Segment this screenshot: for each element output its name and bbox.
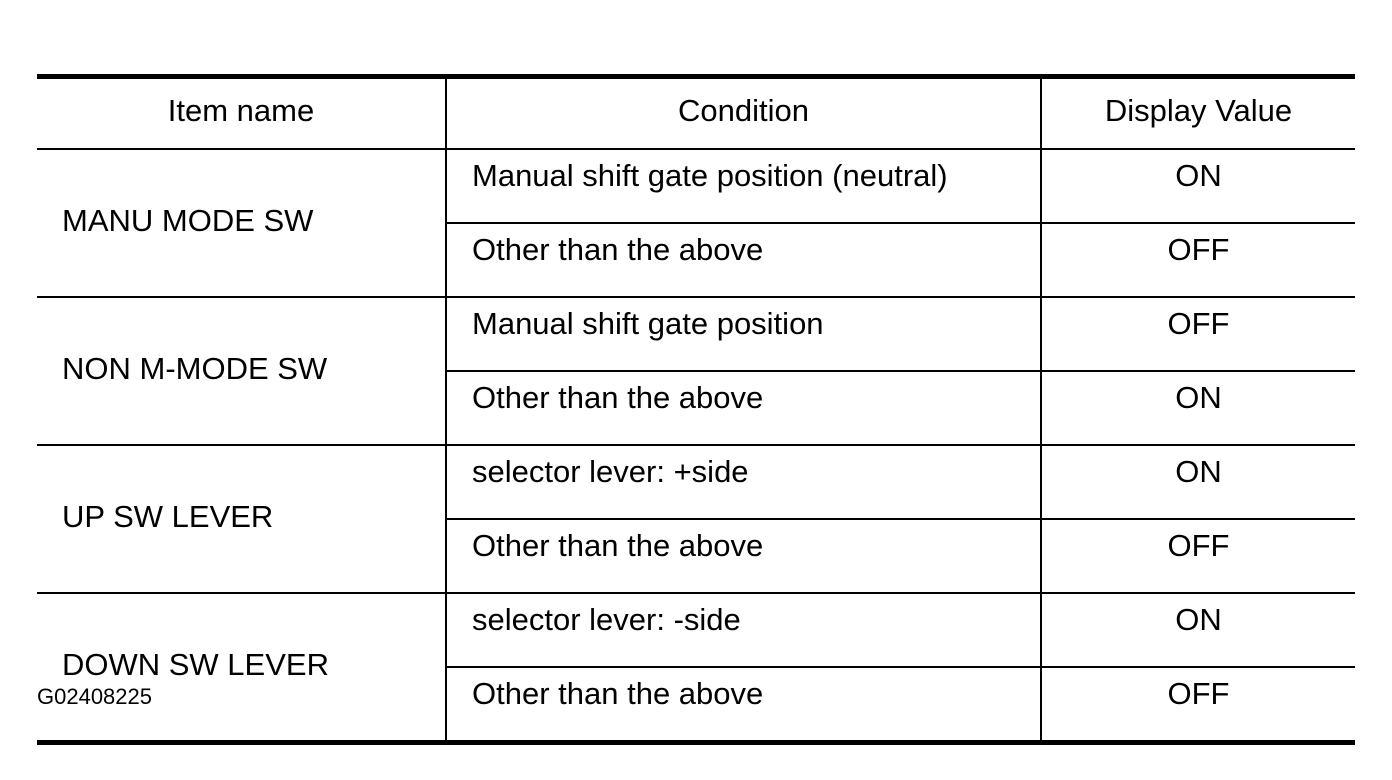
condition-cell: Other than the above xyxy=(446,223,1041,297)
display-value-cell: ON xyxy=(1041,371,1355,445)
column-header-item-name: Item name xyxy=(37,77,446,150)
display-value-cell: ON xyxy=(1041,593,1355,667)
data-table xyxy=(37,74,1355,745)
data-table-container xyxy=(37,74,1355,745)
condition-cell: Manual shift gate position xyxy=(446,297,1041,371)
condition-cell: Other than the above xyxy=(446,667,1041,743)
display-value-cell: OFF xyxy=(1041,297,1355,371)
display-value-cell: OFF xyxy=(1041,667,1355,743)
table-header-row xyxy=(37,77,1355,150)
table-row xyxy=(37,149,1355,223)
item-name-cell: UP SW LEVER xyxy=(37,445,446,593)
table-row xyxy=(37,445,1355,519)
condition-cell: selector lever: -side xyxy=(446,593,1041,667)
condition-cell: Manual shift gate position (neutral) xyxy=(446,149,1041,223)
condition-cell: selector lever: +side xyxy=(446,445,1041,519)
display-value-cell: ON xyxy=(1041,445,1355,519)
item-name-cell: DOWN SW LEVER xyxy=(37,593,446,743)
display-value-cell: OFF xyxy=(1041,223,1355,297)
figure-code: G02408225 xyxy=(37,684,152,709)
table-row xyxy=(37,593,1355,667)
table-row xyxy=(37,297,1355,371)
column-header-condition: Condition xyxy=(446,77,1041,150)
item-name-cell: NON M-MODE SW xyxy=(37,297,446,445)
display-value-cell: ON xyxy=(1041,149,1355,223)
column-header-display-value: Display Value xyxy=(1041,77,1355,150)
condition-cell: Other than the above xyxy=(446,371,1041,445)
item-name-cell: MANU MODE SW xyxy=(37,149,446,297)
display-value-cell: OFF xyxy=(1041,519,1355,593)
condition-cell: Other than the above xyxy=(446,519,1041,593)
